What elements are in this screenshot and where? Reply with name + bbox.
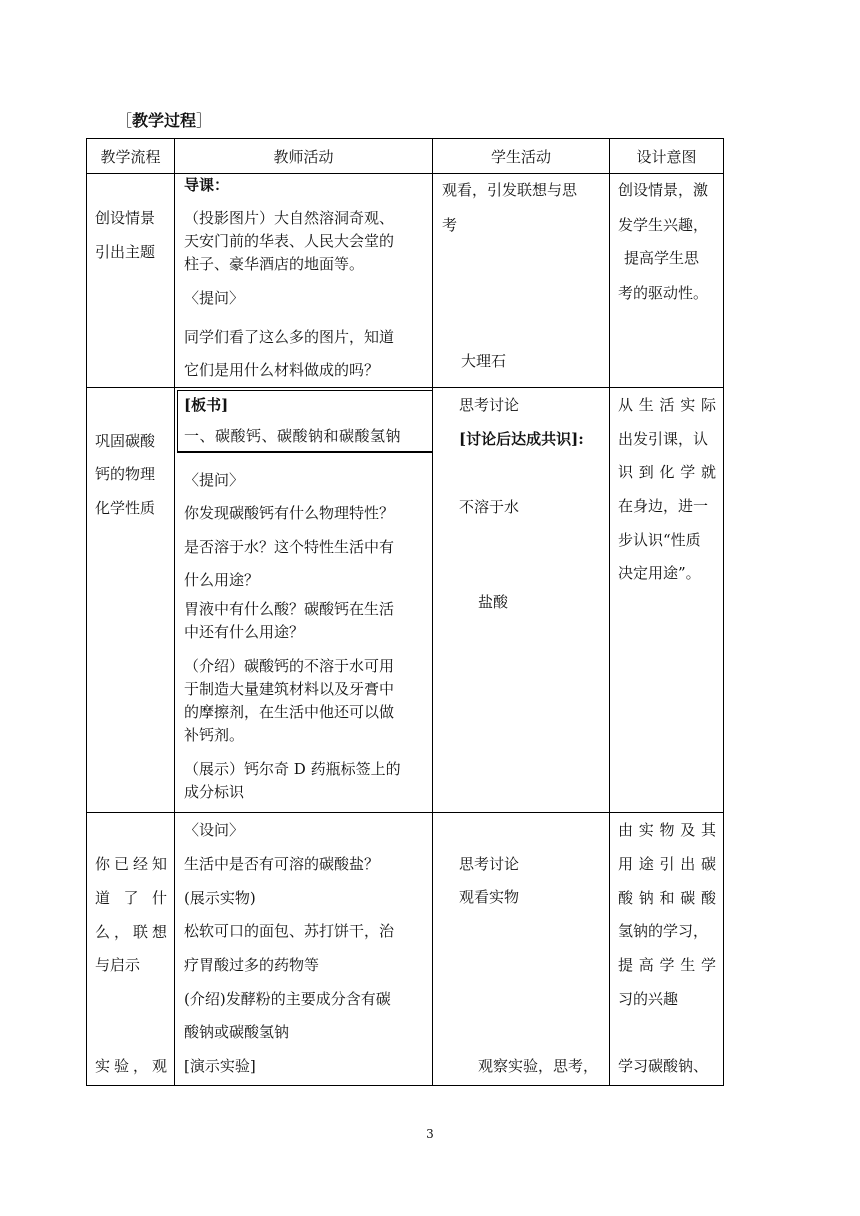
row2-teacher: [板书] 一、碳酸钙、碳酸钠和碳酸氢钠 〈提问〉 你发现碳酸钙有什么物理特性？ 是否溶于水？这个特性生活中有 什么用途？ 胃液中有什么酸？碳酸钙在生活 中还有什么用途？ （介绍）碳酸钙的不溶于水可用 于制造大量建筑材料以及牙膏中 的摩擦剂，在生活中他还可以做 补钙剂。 （展示）钙尔奇 D 药瓶标签上的 成分标识 — [175, 388, 432, 812]
row2-flow: 巩固碳酸 钙的物理 化学性质 — [95, 432, 156, 517]
row2-student: 思考讨论 [讨论后达成共识]: 不溶于水 盐酸 — [459, 396, 584, 611]
row1-intent: 创设情景，激 发学生兴趣， 提高学生思 考的驱动性。 — [618, 181, 709, 302]
section-heading: ［教学过程］ — [116, 111, 213, 130]
header-student: 学生活动 — [433, 139, 610, 174]
row3-flow: 你已经知 道了什 么，联想 与启示 实验，观 — [95, 855, 167, 1075]
header-teacher: 教师活动 — [175, 139, 433, 174]
row1-teacher: 导课： （投影图片）大自然溶洞奇观、 天安门前的华表、人民大会堂的 柱子、豪华酒店的地面等。 〈提问〉 同学们看了这么多的图片，知道 它们是用什么材料做成的吗？ — [184, 176, 395, 379]
row1-student: 观看，引发联想与思 考 大理石 — [442, 181, 578, 370]
table-row — [87, 388, 724, 813]
header-intent: 设计意图 — [610, 139, 724, 174]
page-number: 3 — [426, 1127, 434, 1141]
header-flow: 教学流程 — [87, 139, 175, 174]
row3-intent: 由实物及其 用途引出碳 酸钠和碳酸 氢钠的学习， 提高学生学 习的兴趣 学习碳酸钠、 — [618, 821, 716, 1075]
table-header-row — [87, 139, 724, 174]
lead-title: 导课： — [184, 176, 230, 194]
row3-teacher: 〈设问〉 生活中是否有可溶的碳酸盐？ (展示实物) 松软可口的面包、苏打饼干，治 疗胃酸过多的药物等 (介绍)发酵粉的主要成分含有碳 酸钠或碳酸氢钠 [演示实验] — [184, 821, 395, 1075]
row2-intent: 从生活实际 出发引课，认 识到化学就 在身边，进一 步认识“性质 决定用途”。 — [618, 396, 716, 582]
table-row — [87, 174, 724, 388]
board-title: [板书] — [184, 396, 229, 414]
row3-student: 思考讨论 观看实物 观察实验，思考， — [459, 855, 599, 1075]
table-row — [87, 813, 724, 1086]
board-text: 一、碳酸钙、碳酸钠和碳酸氢钠 — [184, 427, 402, 445]
row1-flow: 创设情景 引出主题 — [95, 209, 156, 261]
lesson-process-table — [86, 138, 724, 1086]
